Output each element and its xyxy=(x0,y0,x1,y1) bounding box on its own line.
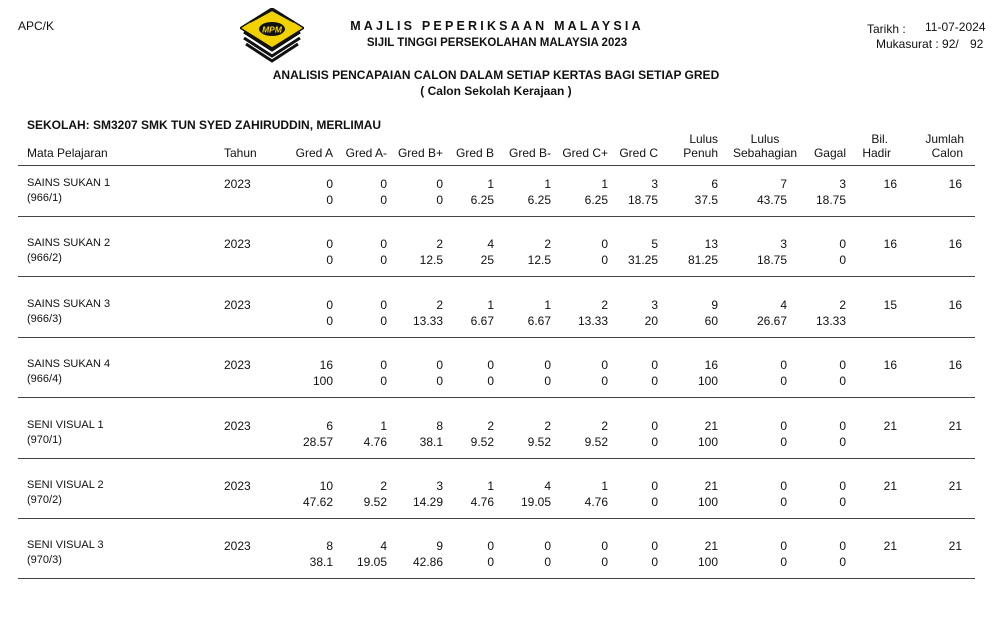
count-cell: 0 xyxy=(780,539,787,553)
count-cell: 6 xyxy=(326,419,333,433)
subject-code: (966/4) xyxy=(27,373,62,385)
percent-cell: 0 xyxy=(436,193,443,207)
count-cell: 21 xyxy=(704,479,718,493)
percent-cell: 4.76 xyxy=(584,495,608,509)
subject-name: SAINS SUKAN 3 xyxy=(27,298,111,310)
bil-hadir-value: 21 xyxy=(883,419,897,433)
percent-cell: 0 xyxy=(780,495,787,509)
percent-cell: 0 xyxy=(839,555,846,569)
count-cell: 21 xyxy=(704,419,718,433)
percent-cell: 0 xyxy=(601,253,608,267)
count-cell: 8 xyxy=(436,419,443,433)
count-cell: 2 xyxy=(436,237,443,251)
col-lulus-penuh-1: Lulus xyxy=(689,132,718,146)
date-label: Tarikh : xyxy=(867,22,906,36)
percent-cell: 37.5 xyxy=(694,193,718,207)
percent-cell: 0 xyxy=(601,374,608,388)
percent-cell: 31.25 xyxy=(627,253,658,267)
count-cell: 0 xyxy=(487,358,494,372)
table-row xyxy=(0,297,1001,359)
header-rule xyxy=(18,165,975,166)
subject-name: SAINS SUKAN 1 xyxy=(27,177,111,189)
count-cell: 2 xyxy=(544,237,551,251)
count-cell: 1 xyxy=(487,177,494,191)
percent-cell: 6.67 xyxy=(527,314,551,328)
count-cell: 16 xyxy=(319,358,333,372)
count-cell: 21 xyxy=(704,539,718,553)
report-title: ANALISIS PENCAPAIAN CALON DALAM SETIAP KERTAS BAGI SETIAP GRED xyxy=(272,68,720,82)
percent-cell: 9.52 xyxy=(584,435,608,449)
count-cell: 4 xyxy=(780,298,787,312)
percent-cell: 0 xyxy=(326,314,333,328)
count-cell: 3 xyxy=(651,298,658,312)
count-cell: 1 xyxy=(487,479,494,493)
count-cell: 1 xyxy=(544,177,551,191)
percent-cell: 28.57 xyxy=(302,435,333,449)
percent-cell: 0 xyxy=(544,374,551,388)
year-value: 2023 xyxy=(224,358,251,372)
year-value: 2023 xyxy=(224,177,251,191)
count-cell: 2 xyxy=(436,298,443,312)
percent-cell: 12.5 xyxy=(419,253,443,267)
col-lulus-penuh-2: Penuh xyxy=(683,146,718,160)
percent-cell: 0 xyxy=(839,253,846,267)
count-cell: 0 xyxy=(651,419,658,433)
percent-cell: 60 xyxy=(704,314,718,328)
count-cell: 0 xyxy=(780,479,787,493)
percent-cell: 0 xyxy=(601,555,608,569)
percent-cell: 42.86 xyxy=(412,555,443,569)
col-gred-c-plus: Gred C+ xyxy=(562,146,608,160)
row-divider xyxy=(18,397,975,398)
organization-name: MAJLIS PEPERIKSAAN MALAYSIA xyxy=(350,19,644,33)
col-jumlah-calon-2: Calon xyxy=(931,146,963,160)
col-gred-a-minus: Gred A- xyxy=(345,146,387,160)
row-divider xyxy=(18,276,975,277)
jumlah-calon-value: 21 xyxy=(948,479,962,493)
percent-cell: 4.76 xyxy=(363,435,387,449)
page-total: 92 xyxy=(970,37,984,51)
document-code: APC/K xyxy=(18,19,55,33)
year-value: 2023 xyxy=(224,479,251,493)
bil-hadir-value: 21 xyxy=(883,479,897,493)
count-cell: 0 xyxy=(839,237,846,251)
count-cell: 13 xyxy=(704,237,718,251)
percent-cell: 13.33 xyxy=(577,314,608,328)
percent-cell: 19.05 xyxy=(520,495,551,509)
percent-cell: 38.1 xyxy=(419,435,443,449)
count-cell: 0 xyxy=(839,358,846,372)
col-gred-b-plus: Gred B+ xyxy=(397,146,443,160)
count-cell: 1 xyxy=(487,298,494,312)
count-cell: 0 xyxy=(839,479,846,493)
percent-cell: 100 xyxy=(697,435,718,449)
col-gred-a: Gred A xyxy=(295,146,333,160)
year-value: 2023 xyxy=(224,419,251,433)
count-cell: 0 xyxy=(544,539,551,553)
mpm-logo xyxy=(240,8,304,63)
col-gred-c: Gred C xyxy=(619,146,658,160)
percent-cell: 4.76 xyxy=(470,495,494,509)
count-cell: 4 xyxy=(487,237,494,251)
count-cell: 3 xyxy=(436,479,443,493)
percent-cell: 20 xyxy=(644,314,658,328)
count-cell: 0 xyxy=(601,358,608,372)
jumlah-calon-value: 16 xyxy=(948,177,962,191)
jumlah-calon-value: 16 xyxy=(948,298,962,312)
percent-cell: 18.75 xyxy=(627,193,658,207)
col-year: Tahun xyxy=(224,146,257,160)
logo-text: MPM xyxy=(262,24,282,35)
subject-name: SENI VISUAL 1 xyxy=(27,419,104,431)
col-lulus-sebahagian-1: Lulus xyxy=(750,132,780,146)
subject-code: (970/1) xyxy=(27,434,62,446)
bil-hadir-value: 21 xyxy=(883,539,897,553)
percent-cell: 12.5 xyxy=(527,253,551,267)
count-cell: 5 xyxy=(651,237,658,251)
percent-cell: 0 xyxy=(651,555,658,569)
percent-cell: 0 xyxy=(380,253,387,267)
percent-cell: 0 xyxy=(436,374,443,388)
percent-cell: 6.25 xyxy=(527,193,551,207)
count-cell: 1 xyxy=(380,419,387,433)
percent-cell: 0 xyxy=(380,314,387,328)
percent-cell: 13.33 xyxy=(815,314,846,328)
subject-name: SENI VISUAL 3 xyxy=(27,539,104,551)
percent-cell: 6.25 xyxy=(584,193,608,207)
percent-cell: 0 xyxy=(839,495,846,509)
subject-name: SENI VISUAL 2 xyxy=(27,479,104,491)
percent-cell: 0 xyxy=(380,374,387,388)
percent-cell: 9.52 xyxy=(527,435,551,449)
row-divider xyxy=(18,337,975,338)
table-row xyxy=(0,538,1001,600)
count-cell: 0 xyxy=(651,539,658,553)
percent-cell: 0 xyxy=(651,495,658,509)
count-cell: 0 xyxy=(544,358,551,372)
percent-cell: 0 xyxy=(839,374,846,388)
count-cell: 0 xyxy=(326,298,333,312)
count-cell: 0 xyxy=(651,358,658,372)
count-cell: 0 xyxy=(436,358,443,372)
percent-cell: 0 xyxy=(487,555,494,569)
percent-cell: 0 xyxy=(326,193,333,207)
count-cell: 0 xyxy=(326,177,333,191)
count-cell: 0 xyxy=(601,539,608,553)
count-cell: 0 xyxy=(436,177,443,191)
count-cell: 2 xyxy=(601,298,608,312)
percent-cell: 18.75 xyxy=(815,193,846,207)
col-jumlah-calon-1: Jumlah xyxy=(925,132,964,146)
percent-cell: 6.67 xyxy=(470,314,494,328)
exam-name: SIJIL TINGGI PERSEKOLAHAN MALAYSIA 2023 xyxy=(366,37,628,49)
table-row xyxy=(0,418,1001,480)
count-cell: 7 xyxy=(780,177,787,191)
report-subtitle: ( Calon Sekolah Kerajaan ) xyxy=(420,84,572,98)
count-cell: 3 xyxy=(839,177,846,191)
subject-name: SAINS SUKAN 4 xyxy=(27,358,111,370)
col-gagal: Gagal xyxy=(813,146,846,160)
percent-cell: 100 xyxy=(697,495,718,509)
percent-cell: 19.05 xyxy=(356,555,387,569)
count-cell: 3 xyxy=(651,177,658,191)
count-cell: 6 xyxy=(711,177,718,191)
count-cell: 0 xyxy=(780,358,787,372)
subject-code: (966/2) xyxy=(27,252,62,264)
percent-cell: 14.29 xyxy=(412,495,443,509)
subject-code: (966/1) xyxy=(27,192,62,204)
percent-cell: 100 xyxy=(697,374,718,388)
percent-cell: 100 xyxy=(697,555,718,569)
percent-cell: 13.33 xyxy=(412,314,443,328)
percent-cell: 26.67 xyxy=(756,314,787,328)
subject-code: (970/3) xyxy=(27,554,62,566)
jumlah-calon-value: 16 xyxy=(948,358,962,372)
row-divider xyxy=(18,578,975,579)
bil-hadir-value: 16 xyxy=(883,237,897,251)
percent-cell: 38.1 xyxy=(309,555,333,569)
year-value: 2023 xyxy=(224,237,251,251)
percent-cell: 9.52 xyxy=(363,495,387,509)
jumlah-calon-value: 16 xyxy=(948,237,962,251)
percent-cell: 6.25 xyxy=(470,193,494,207)
count-cell: 2 xyxy=(487,419,494,433)
count-cell: 0 xyxy=(651,479,658,493)
row-divider xyxy=(18,216,975,217)
table-row xyxy=(0,176,1001,238)
count-cell: 0 xyxy=(839,539,846,553)
count-cell: 0 xyxy=(601,237,608,251)
percent-cell: 0 xyxy=(544,555,551,569)
row-divider xyxy=(18,458,975,459)
subject-code: (970/2) xyxy=(27,494,62,506)
count-cell: 0 xyxy=(326,237,333,251)
count-cell: 0 xyxy=(380,358,387,372)
count-cell: 4 xyxy=(544,479,551,493)
count-cell: 0 xyxy=(380,237,387,251)
count-cell: 8 xyxy=(326,539,333,553)
percent-cell: 0 xyxy=(780,374,787,388)
school-name: SEKOLAH: SM3207 SMK TUN SYED ZAHIRUDDIN, MERLIMAU xyxy=(27,118,382,132)
page-label: Mukasurat : 92/ xyxy=(876,37,959,51)
col-gred-b: Gred B xyxy=(455,146,494,160)
year-value: 2023 xyxy=(224,539,251,553)
count-cell: 16 xyxy=(704,358,718,372)
count-cell: 0 xyxy=(487,539,494,553)
bil-hadir-value: 16 xyxy=(883,177,897,191)
col-gred-b-minus: Gred B- xyxy=(508,146,551,160)
year-value: 2023 xyxy=(224,298,251,312)
percent-cell: 9.52 xyxy=(470,435,494,449)
date-value: 11-07-2024 xyxy=(925,20,986,34)
count-cell: 0 xyxy=(839,419,846,433)
count-cell: 10 xyxy=(319,479,333,493)
count-cell: 0 xyxy=(780,419,787,433)
count-cell: 9 xyxy=(436,539,443,553)
count-cell: 0 xyxy=(380,177,387,191)
table-row xyxy=(0,478,1001,540)
percent-cell: 0 xyxy=(651,435,658,449)
count-cell: 2 xyxy=(380,479,387,493)
subject-code: (966/3) xyxy=(27,313,62,325)
count-cell: 2 xyxy=(544,419,551,433)
percent-cell: 0 xyxy=(651,374,658,388)
col-lulus-sebahagian-2: Sebahagian xyxy=(733,146,798,160)
count-cell: 1 xyxy=(601,479,608,493)
percent-cell: 0 xyxy=(780,555,787,569)
count-cell: 9 xyxy=(711,298,718,312)
table-row xyxy=(0,236,1001,298)
percent-cell: 47.62 xyxy=(302,495,333,509)
count-cell: 1 xyxy=(544,298,551,312)
percent-cell: 0 xyxy=(380,193,387,207)
bil-hadir-value: 16 xyxy=(883,358,897,372)
percent-cell: 100 xyxy=(312,374,333,388)
percent-cell: 25 xyxy=(480,253,494,267)
jumlah-calon-value: 21 xyxy=(948,539,962,553)
row-divider xyxy=(18,518,975,519)
subject-name: SAINS SUKAN 2 xyxy=(27,237,111,249)
percent-cell: 0 xyxy=(326,253,333,267)
col-subject: Mata Pelajaran xyxy=(27,146,108,160)
percent-cell: 0 xyxy=(839,435,846,449)
percent-cell: 18.75 xyxy=(756,253,787,267)
bil-hadir-value: 15 xyxy=(883,298,897,312)
percent-cell: 43.75 xyxy=(756,193,787,207)
count-cell: 3 xyxy=(780,237,787,251)
percent-cell: 81.25 xyxy=(687,253,718,267)
count-cell: 4 xyxy=(380,539,387,553)
table-row xyxy=(0,357,1001,419)
jumlah-calon-value: 21 xyxy=(948,419,962,433)
col-bil-hadir-1: Bil. xyxy=(871,132,888,146)
count-cell: 1 xyxy=(601,177,608,191)
col-bil-hadir-2: Hadir xyxy=(862,146,891,160)
count-cell: 2 xyxy=(601,419,608,433)
count-cell: 0 xyxy=(380,298,387,312)
count-cell: 2 xyxy=(839,298,846,312)
percent-cell: 0 xyxy=(487,374,494,388)
percent-cell: 0 xyxy=(780,435,787,449)
